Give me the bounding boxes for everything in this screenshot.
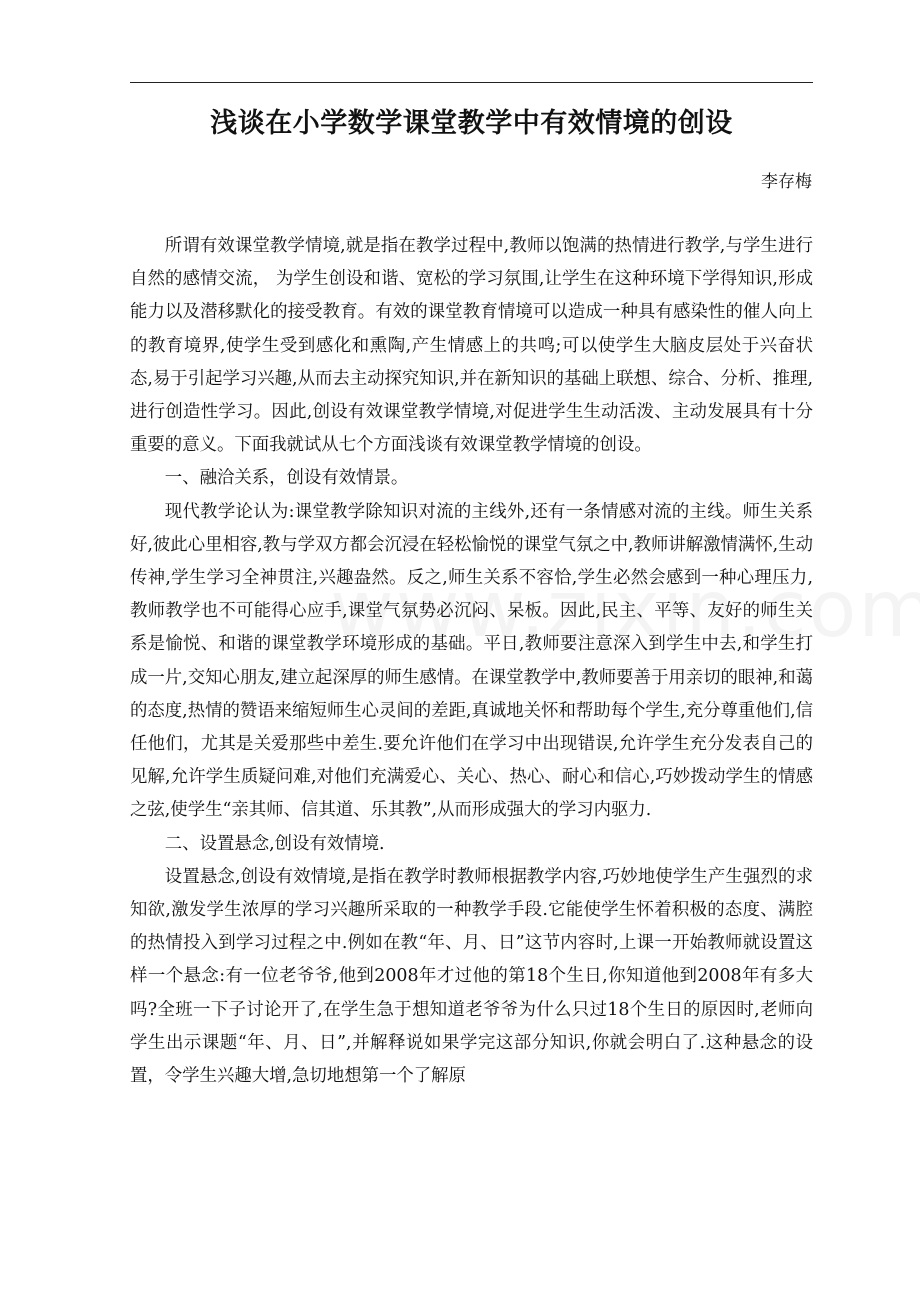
section-heading-2: 二、设置悬念,创设有效情境. bbox=[164, 833, 385, 854]
document-body bbox=[130, 230, 813, 1093]
section-heading-1: 一、融洽关系，创设有效情景。 bbox=[164, 468, 409, 489]
intro-paragraph: 所谓有效课堂教学情境,就是指在教学过程中,教师以饱满的热情进行教学,与学生进行自然的感情交流， 为学生创设和谐、宽松的学习氛围,让学生在这种环境下学得知识,形成能力以及潜移默化的接受教育。有效的课堂教育情境可以造成一种具有感染性的催人向上的教育境界,使学生受到感化和熏陶,产生情感上的共鸣;可以使学生大脑皮层处于兴奋状态,易于引起学习兴趣,从而去主动探究知识,并在新知识的基础上联想、综合、分析、推理,进行创造性学习。因此,创设有效课堂教学情境,对促进学生生动活泼、主动发展具有十分重要的意义。下面我就试从七个方面浅谈有效课堂教学情境的创设。 bbox=[130, 236, 813, 456]
header-rule bbox=[130, 82, 813, 83]
author-name: 李存梅 bbox=[761, 172, 812, 192]
section-2-paragraph: 设置悬念,创设有效情境,是指在教学时教师根据教学内容,巧妙地使学生产生强烈的求知欲,激发学生浓厚的学习兴趣所采取的一种教学手段.它能使学生怀着积极的态度、满腔的热情投入到学习过程之中.例如在教“年、月、日”这节内容时,上课一开始教师就设置这样一个悬念:有一位老爷爷,他到2008年才过他的第18个生日,你知道他到2008年有多大吗?全班一下子讨论开了,在学生急于想知道老爷爷为什么只过18个生日的原因时,老师向学生出示课题“年、月、日”,并解释说如果学完这部分知识,你就会明白了.这种悬念的设置，令学生兴趣大增,急切地想第一个了解原 bbox=[130, 866, 813, 1087]
section-1-paragraph: 现代教学论认为:课堂教学除知识对流的主线外,还有一条情感对流的主线。师生关系好,彼此心里相容,教与学双方都会沉浸在轻松愉悦的课堂气氛之中,教师讲解激情满怀,生动传神,学生学习全神贯注,兴趣盎然。反之,师生关系不容恰,学生必然会感到一种心理压力,教师教学也不可能得心应手,课堂气氛势必沉闷、呆板。因此,民主、平等、友好的师生关系是愉悦、和谐的课堂教学环境形成的基础。平日,教师要注意深入到学生中去,和学生打成一片,交知心朋友,建立起深厚的师生感情。在课堂教学中,教师要善于用亲切的眼神,和蔼的态度,热情的赞语来缩短师生心灵间的差距,真诚地关怀和帮助每个学生,充分尊重他们,信任他们，尤其是关爱那些中差生.要允许他们在学习中出现错误,允许学生充分发表自己的见解,允许学生质疑问难,对他们充满爱心、关心、热心、耐心和信心,巧妙拨动学生的情感之弦,使学生“亲其师、信其道、乐其教”,从而形成强大的学习内驱力. bbox=[130, 501, 813, 821]
document-title: 浅谈在小学数学课堂教学中有效情境的创设 bbox=[210, 108, 733, 139]
